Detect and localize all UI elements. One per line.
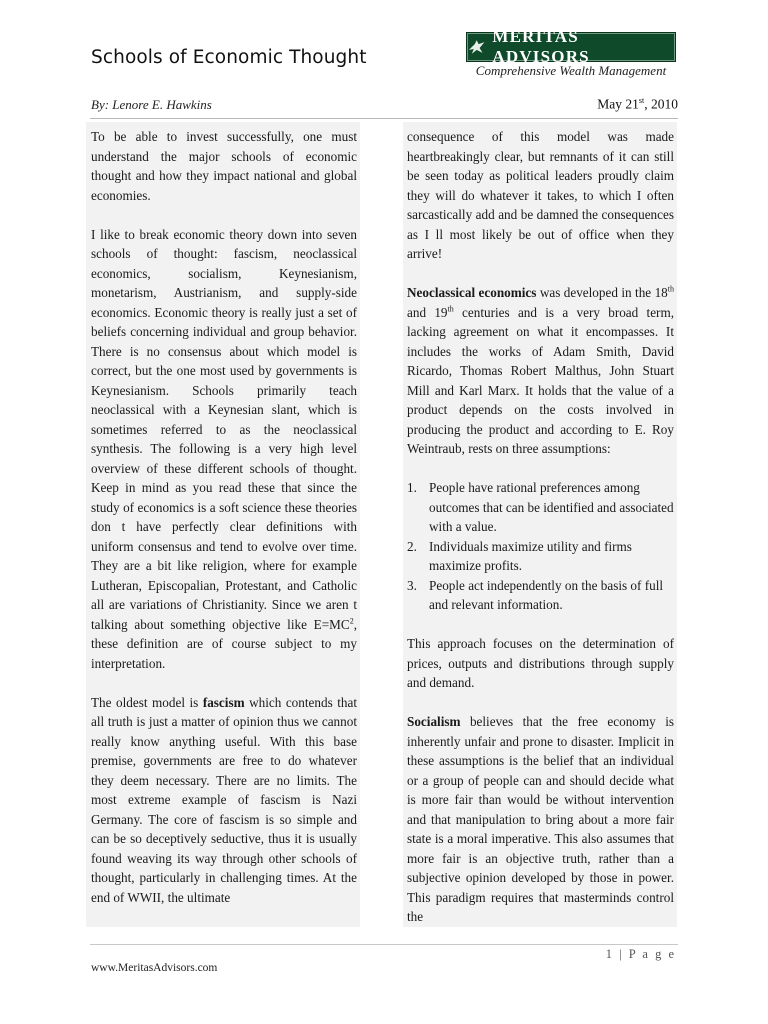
list-text: People act independently on the basis of full and relevant information. (429, 577, 664, 612)
date-suffix: st (638, 96, 645, 105)
header-divider (90, 118, 678, 119)
assumptions-list (407, 478, 674, 615)
publication-date (597, 96, 678, 113)
page-number-value: 1 (605, 947, 615, 961)
neoclassical-text-a: was developed in the 18 (536, 285, 668, 300)
footer-divider (90, 944, 678, 945)
list-number: 1. (407, 480, 417, 495)
neoclassical-paragraph (407, 283, 674, 459)
list-number: 3. (407, 577, 417, 593)
fascism-body: which contends that all truth is just a matter of opinion thus we cannot really know anything useful. With this base premise, governments are free to do whatever they deem necessary. There are no limits. The most extreme example of fascism is Nazi Germany. The core of fascism is so simple and can be so deceptively seductive, thus it is usually found weaving its way through other schools of thought, particularly in challenging times. At the end of WWII, the ultimate (91, 694, 357, 905)
page-number (606, 947, 676, 962)
socialism-term: Socialism (407, 714, 461, 729)
fascism-lead: The oldest model is (91, 694, 203, 710)
ordinal-suffix: th (447, 304, 454, 314)
supply-demand-paragraph: This approach focuses on the determination of prices, outputs and distributions through supply and demand. (407, 636, 674, 690)
page-label: | P a g e (619, 947, 676, 961)
list-text: Individuals maximize utility and firms maximize profits. (429, 538, 632, 573)
document-title: Schools of Economic Thought (91, 47, 367, 68)
overview-text: I like to break economic theory down into seven schools of thought: fascism, neoclassical economics, socialism, Keynesianism, monetarism, Austrianism, and supply-side economics. Economic theory is really just a set of beliefs concerning individual and group behavior. There is no consensus about which model is correct, but the one most used by governments is Keynesianism. Schools primarily teach neoclassical with a Keynesian slant, which is sometimes referred to as the neoclassical synthesis. The following is a very high level overview of these different schools of thought. Keep in mind as you read these that since the study of economics is a soft science these theories don t have perfectly clear definitions with uniform consensus and tend to evolve over time. They are a bit like religion, where for example Lutheran, Episcopalian, Protestant, and Catholic all are variations of Christianity. Since we aren t talking about something objective like E=MC (91, 226, 357, 632)
neoclassical-text-b: and 19 (407, 304, 448, 320)
list-text: People have rational preferences among outcomes that can be identified and associated with a value. (429, 480, 674, 534)
list-item (407, 537, 674, 576)
list-number: 2. (407, 538, 417, 554)
overview-text-end: , these definition are of course subject to my interpretation. (91, 616, 357, 671)
schools-overview-paragraph (91, 225, 357, 674)
date-year: , 2010 (644, 96, 678, 112)
list-item (407, 478, 674, 537)
emc2-superscript: 2 (349, 616, 354, 626)
ordinal-suffix: th (667, 284, 674, 294)
eagle-icon (467, 37, 486, 57)
socialism-paragraph (407, 712, 674, 927)
footer-url: www.MeritasAdvisors.com (91, 962, 218, 974)
fascism-paragraph (91, 693, 357, 908)
right-column (403, 122, 677, 927)
fascism-term: fascism (202, 694, 245, 710)
neoclassical-term: Neoclassical economics (407, 285, 537, 300)
company-tagline: Comprehensive Wealth Management (475, 63, 667, 78)
left-column (86, 122, 360, 927)
fascism-continuation-paragraph: consequence of this model was made heartbreakingly clear, but remnants of it can still be seen today as political leaders proudly claim they will do whatever it takes, to which I often sarcastically add and be damned the consequences as I ll most likely be out of office when they arrive! (407, 129, 674, 261)
author-byline: By: Lenore E. Hawkins (91, 97, 212, 112)
list-item (407, 576, 674, 615)
date-month-day: May 21 (597, 96, 639, 112)
company-logo (466, 27, 676, 66)
neoclassical-text-c: centuries and is a very broad term, lacking agreement on what it encompasses. It includes the works of Adam Smith, David Ricardo, Thomas Robert Malthus, John Stuart Mill and Karl Marx. It holds that the value of a product depends on the costs involved in producing the product and according to E. Roy Weintraub, rests on three assumptions: (407, 304, 674, 456)
logo-text: MERITAS ADVISORS (492, 27, 590, 66)
intro-paragraph: To be able to invest successfully, one must understand the major schools of economic thought and how they impact national and global economies. (91, 129, 357, 203)
socialism-body: believes that the free economy is inherently unfair and prone to disaster. Implicit in these assumptions is the belief that an individual or a group of people can and should decide what is more fair than would be without intervention and that manipulation to bring about a more fair state is a moral imperative. This also assumes that more fair is an objective truth, rather than a subjective opinion developed by those in power. This paradigm requires that masterminds control the (407, 714, 674, 924)
